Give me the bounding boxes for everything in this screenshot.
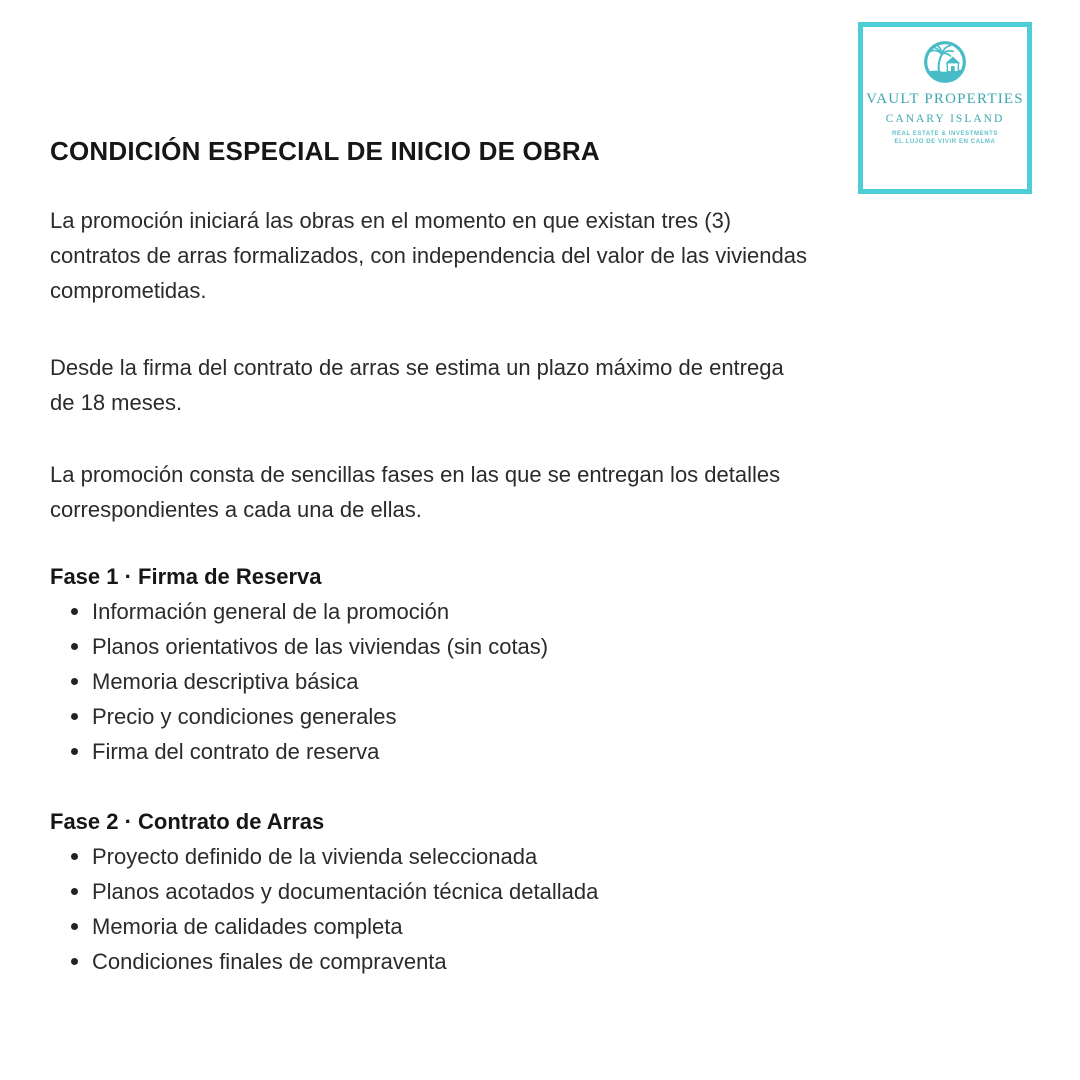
paragraph-line: Desde la firma del contrato de arras se estima un plazo máximo de entrega xyxy=(50,355,784,380)
list-item-text: Precio y condiciones generales xyxy=(92,703,397,729)
list-item xyxy=(50,699,1000,734)
paragraph-line: La promoción iniciará las obras en el momento en que existan tres (3) xyxy=(50,208,732,233)
list-item-text: Planos acotados y documentación técnica detallada xyxy=(92,878,599,904)
bullet-icon xyxy=(71,748,78,755)
list-item-text: Memoria descriptiva básica xyxy=(92,668,359,694)
bullet-icon xyxy=(71,643,78,650)
fase-2-list xyxy=(50,839,1000,979)
bullet-icon xyxy=(71,888,78,895)
list-item xyxy=(50,944,1000,979)
list-item-text: Condiciones finales de compraventa xyxy=(92,948,447,974)
page-title: CONDICIÓN ESPECIAL DE INICIO DE OBRA xyxy=(50,136,600,166)
list-item xyxy=(50,594,1000,629)
bullet-icon xyxy=(71,853,78,860)
fase-1-list xyxy=(50,594,1000,769)
bullet-icon xyxy=(71,608,78,615)
paragraph-line: correspondientes a cada una de ellas. xyxy=(50,497,422,522)
list-item-text: Firma del contrato de reserva xyxy=(92,738,380,764)
paragraph-line: comprometidas. xyxy=(50,278,207,303)
list-item-text: Proyecto definido de la vivienda seleccionada xyxy=(92,843,538,869)
paragraph xyxy=(50,203,1000,308)
list-item xyxy=(50,839,1000,874)
list-item xyxy=(50,629,1000,664)
bullet-icon xyxy=(71,958,78,965)
paragraph-line: de 18 meses. xyxy=(50,390,183,415)
palm-house-icon xyxy=(922,39,968,85)
list-item-text: Información general de la promoción xyxy=(92,598,450,624)
section-heading-fase-2: Fase 2 · Contrato de Arras xyxy=(50,809,325,834)
list-item xyxy=(50,909,1000,944)
paragraph-line: La promoción consta de sencillas fases en las que se entregan los detalles xyxy=(50,462,781,487)
logo-brand-name: VAULT PROPERTIES xyxy=(866,91,1024,107)
paragraph-line: contratos de arras formalizados, con independencia del valor de las viviendas xyxy=(50,243,807,268)
bullet-icon xyxy=(71,923,78,930)
list-item xyxy=(50,664,1000,699)
list-item xyxy=(50,874,1000,909)
logo-region: CANARY ISLAND xyxy=(885,113,1005,125)
list-item-text: Planos orientativos de las viviendas (sin cotas) xyxy=(92,633,549,659)
list-item xyxy=(50,734,1000,769)
section-heading-fase-1: Fase 1 · Firma de Reserva xyxy=(50,564,322,589)
bullet-icon xyxy=(71,713,78,720)
paragraph xyxy=(50,457,1000,527)
logo-tagline-2: EL LUJO DE VIVIR EN CALMA xyxy=(894,139,996,145)
document-content xyxy=(50,136,1000,979)
paragraph xyxy=(50,350,1000,420)
bullet-icon xyxy=(71,678,78,685)
list-item-text: Memoria de calidades completa xyxy=(92,913,403,939)
logo-tagline-1: REAL ESTATE & INVESTMENTS xyxy=(891,131,998,137)
